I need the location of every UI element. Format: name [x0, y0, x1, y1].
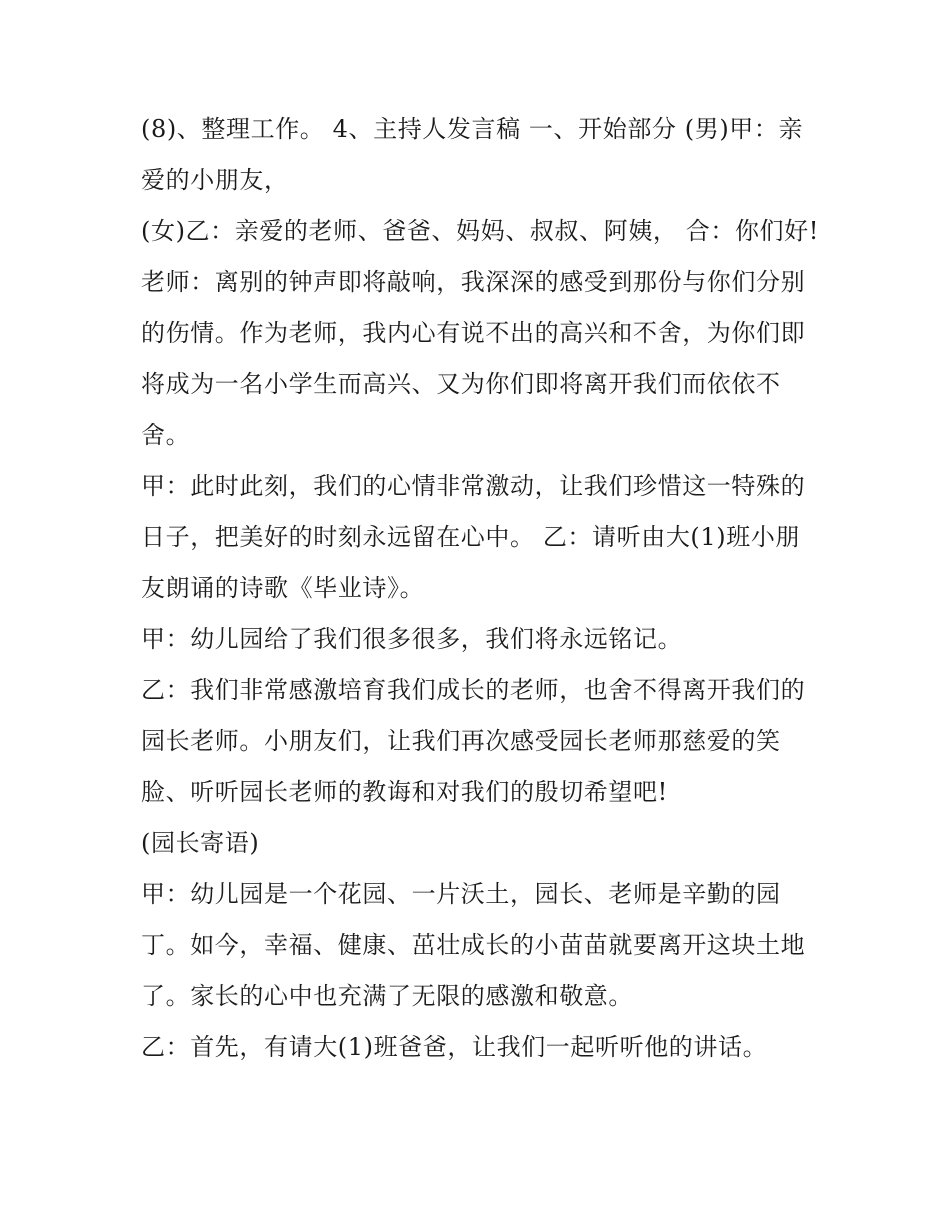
- paragraph-opening: (8)、整理工作。 4、主持人发言稿 一、开始部分 (男)甲：亲爱的小朋友，: [141, 115, 804, 194]
- paragraph-principal-note: (园长寄语): [141, 829, 260, 857]
- paragraph-jia-1: 甲：此时此刻，我们的心情非常激动，让我们珍惜这一特殊的日子，把美好的时刻永远留在心中。 乙：请听由大(1)班小朋友朗诵的诗歌《毕业诗》。: [141, 472, 806, 602]
- paragraph-greeting: (女)乙：亲爱的老师、爸爸、妈妈、叔叔、阿姨， 合：你们好!: [141, 217, 819, 245]
- paragraph-jia-3: 甲：幼儿园是一个花园、一片沃土，园长、老师是辛勤的园丁。如今，幸福、健康、茁壮成长的小苗苗就要离开这块土地了。家长的心中也充满了无限的感激和敬意。: [141, 880, 806, 1010]
- paragraph-jia-2: 甲：幼儿园给了我们很多很多，我们将永远铭记。: [141, 625, 683, 653]
- paragraph-yi-1: 乙：我们非常感激培育我们成长的老师，也舍不得离开我们的园长老师。小朋友们，让我们再次感受园长老师那慈爱的笑脸、听听园长老师的教诲和对我们的殷切希望吧!: [141, 676, 806, 806]
- paragraph-yi-2: 乙：首先，有请大(1)班爸爸，让我们一起听听他的讲话。: [141, 1033, 768, 1061]
- paragraph-teacher: 老师：离别的钟声即将敲响，我深深的感受到那份与你们分别的伤情。作为老师，我内心有说不出的高兴和不舍，为你们即将成为一名小学生而高兴、又为你们即将离开我们而依依不舍。: [141, 268, 806, 449]
- document-body: [141, 104, 821, 1073]
